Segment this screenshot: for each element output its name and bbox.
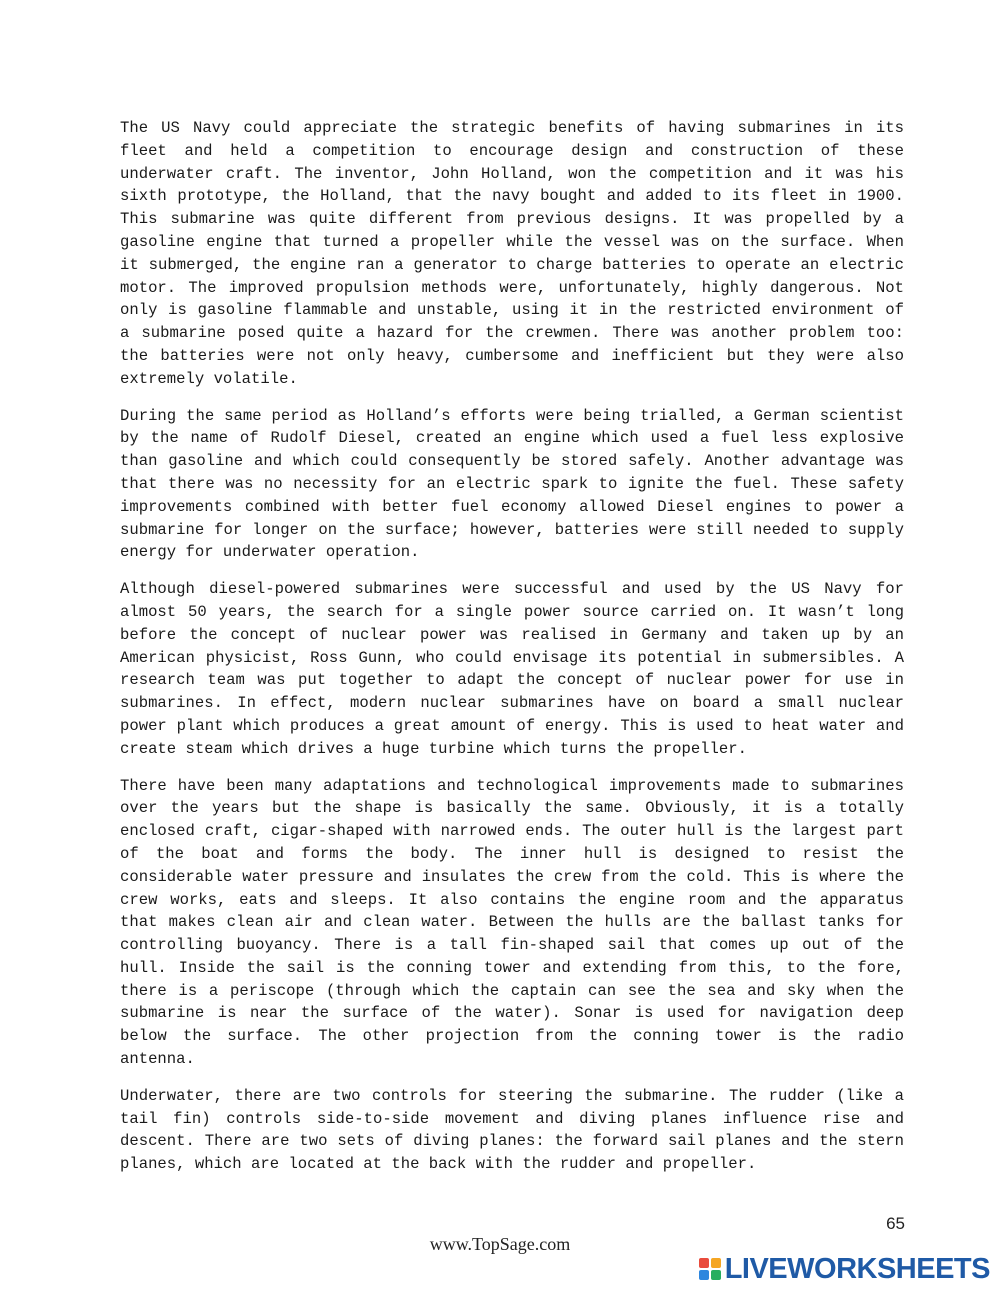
logo-cell [711,1258,721,1268]
logo-cell [699,1270,709,1280]
paragraph-1: The US Navy could appreciate the strategic benefits of having submarines in its fleet and held a competition to encourage design and construction of these underwater craft. The inventor, John Holland, won the competition and it was his sixth prototype, the Holland, that the navy bought and added to its fleet in 1900. This submarine was quite different from previous designs. It was propelled by a gasoline engine that turned a propeller while the vessel was on the surface. When it submerged, the engine ran a generator to charge batteries to operate an electric motor. The improved propulsion methods were, unfortunately, highly dangerous. Not only is gasoline flammable and unstable, using it in the restricted environment of a submarine posed quite a hazard for the crewmen. There was another problem too: the batteries were not only heavy, cumbersome and inefficient but they were also extremely volatile. [120,119,904,388]
article-body [120,117,904,1190]
logo-cell [711,1270,721,1280]
logo-cell [699,1258,709,1268]
paragraph-2: During the same period as Holland’s efforts were being trialled, a German scientist by the name of Rudolf Diesel, created an engine which used a fuel less explosive than gasoline and which could consequently be stored safely. Another advantage was that there was no necessity for an electric spark to ignite the fuel. These safety improvements combined with better fuel economy allowed Diesel engines to power a submarine for longer on the surface; however, batteries were still needed to supply energy for underwater operation. [120,406,904,562]
liveworksheets-wordmark: LIVEWORKSHEETS [724,1252,990,1285]
liveworksheets-logo[interactable] [699,1252,990,1286]
paragraph-4: There have been many adaptations and technological improvements made to submarines over the years but the shape is basically the same. Obviously, it is a totally enclosed craft, cigar-shaped with narrowed ends. The outer hull is the largest part of the boat and forms the body. The inner hull is designed to resist the considerable water pressure and insulates the crew from the cold. This is where the crew works, eats and sleeps. It also contains the engine room and the apparatus that makes clean air and clean water. Between the hulls are the ballast tanks for controlling buoyancy. There is a tall fin-shaped sail that comes up out of the hull. Inside the sail is the conning tower and extending from this, to the fore, there is a periscope (through which the captain can see the sea and sky when the submarine is near the surface of the water). Sonar is used for navigation deep below the surface. The other projection from the conning tower is the radio antenna. [120,776,904,1069]
paragraph-5: Underwater, there are two controls for steering the submarine. The rudder (like a tail fin) controls side-to-side movement and diving planes influence rise and descent. There are two sets of diving planes: the forward sail planes and the stern planes, which are located at the back with the rudder and propeller. [120,1086,904,1174]
liveworksheets-grid-icon [699,1258,721,1280]
footer-url: www.TopSage.com [429,1234,571,1254]
paragraph-3: Although diesel-powered submarines were successful and used by the US Navy for almost 50 years, the search for a single power source carried on. It wasn’t long before the concept of nuclear power was realised in Germany and taken up by an American physicist, Ross Gunn, who could envisage its potential in submersibles. A research team was put together to adapt the concept of nuclear power for use in submarines. In effect, modern nuclear submarines have on board a small nuclear power plant which produces a great amount of energy. This is used to heat water and create steam which drives a huge turbine which turns the propeller. [120,580,904,758]
page-number: 65 [886,1214,905,1233]
